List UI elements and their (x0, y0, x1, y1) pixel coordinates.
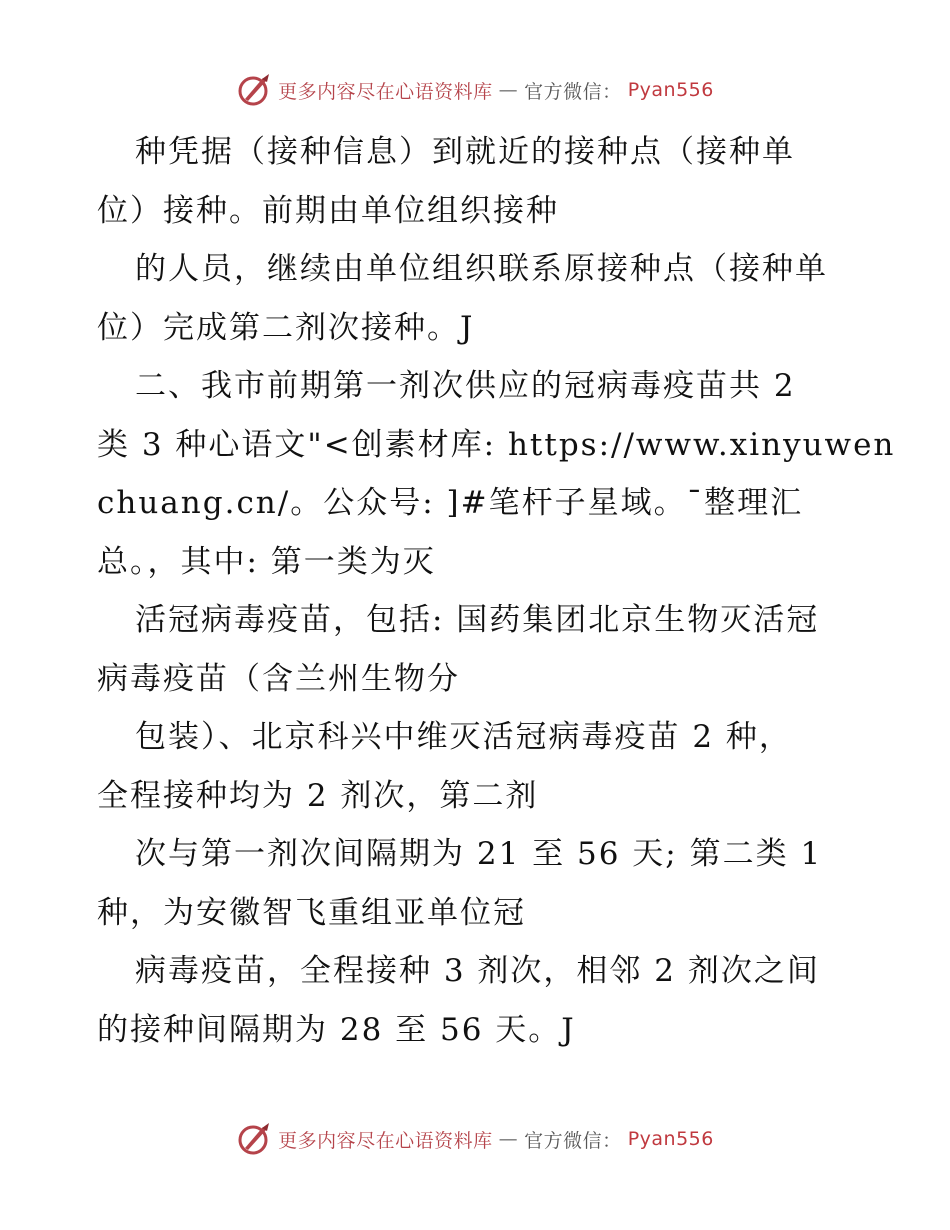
body-line: 类 3 种心语文"<创素材库: https://www.xinyuwen (97, 426, 896, 463)
banner-wechat-id: Pyan556 (627, 1128, 714, 1150)
body-line: 的人员，继续由单位组织联系原接种点（接种单 (135, 251, 828, 287)
banner-wechat-label: 官方微信： (524, 80, 622, 103)
body-line: 病毒疫苗，全程接种 3 剂次，相邻 2 剂次之间 (135, 953, 820, 989)
body-line: 全程接种均为 2 剂次，第二剂 (97, 777, 539, 814)
banner-wechat-label: 官方微信： (524, 1129, 622, 1152)
footer-banner (0, 1119, 950, 1159)
body-line: 次与第一剂次间隔期为 21 至 56 天; 第二类 1 (135, 836, 823, 872)
body-line: 总。，其中: 第一类为灭 (97, 543, 436, 580)
quill-logo-icon (236, 72, 272, 108)
body-line: 种凭据（接种信息）到就近的接种点（接种单 (135, 134, 795, 170)
header-banner (0, 70, 950, 110)
body-line: 位）接种。前期由单位组织接种 (97, 192, 559, 229)
body-line: 位）完成第二剂次接种。J (97, 309, 475, 346)
banner-dash: — (498, 1128, 519, 1150)
banner-title: 更多内容尽在心语资料库 (278, 1129, 493, 1152)
body-line: 的接种间隔期为 28 至 56 天。J (97, 1011, 576, 1048)
body-line: 种，为安徽智飞重组亚单位冠 (97, 894, 526, 931)
body-line: 包装）、北京科兴中维灭活冠病毒疫苗 2 种， (135, 719, 792, 755)
body-line: 活冠病毒疫苗，包括: 国药集团北京生物灭活冠 (135, 602, 820, 638)
body-line: 病毒疫苗（含兰州生物分 (97, 660, 460, 697)
body-line: chuang.cn/。公众号: ]#笔杆子星域。¯整理汇 (97, 485, 804, 521)
banner-dash: — (498, 79, 519, 101)
body-line: 二、我市前期第一剂次供应的冠病毒疫苗共 2 (135, 368, 796, 404)
banner-wechat-id: Pyan556 (627, 79, 714, 101)
banner-title: 更多内容尽在心语资料库 (278, 80, 493, 103)
document-body (97, 123, 896, 1059)
quill-logo-icon (236, 1121, 272, 1157)
